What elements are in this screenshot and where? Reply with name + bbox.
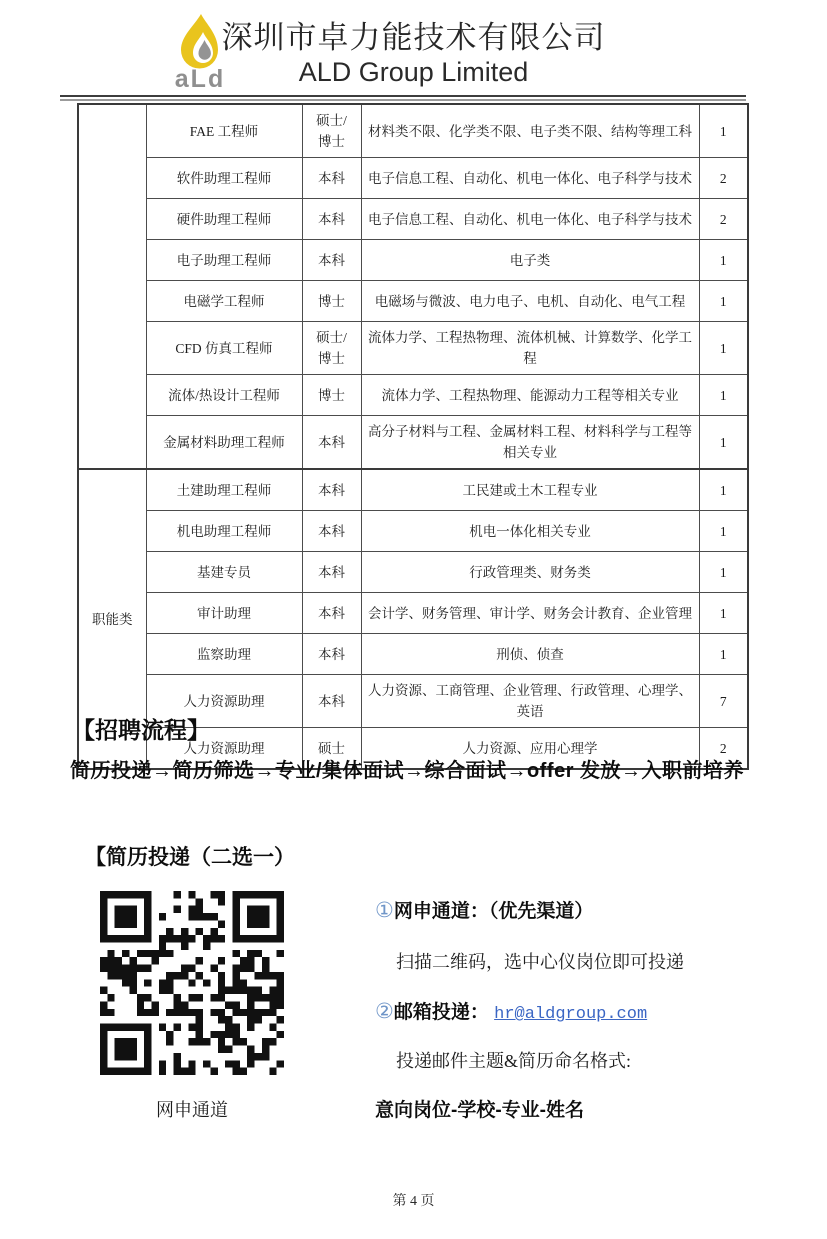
table-row [78, 104, 748, 158]
majors-cell: 工民建或土木工程专业 [361, 469, 699, 511]
qr-caption: 网申通道 [156, 1100, 228, 1120]
table-row [78, 322, 748, 375]
table-row [78, 511, 748, 552]
table-row [78, 158, 748, 199]
channel2-text: 邮箱投递： [393, 1002, 489, 1023]
count-cell: 1 [699, 593, 748, 634]
position-cell: 电磁学工程师 [146, 281, 302, 322]
education-cell: 本科 [302, 469, 361, 511]
majors-cell: 刑侦、侦查 [361, 634, 699, 675]
majors-cell: 行政管理类、财务类 [361, 552, 699, 593]
circled-one-icon: ① [375, 899, 394, 922]
position-cell: FAE 工程师 [146, 104, 302, 158]
education-cell: 本科 [302, 158, 361, 199]
count-cell: 1 [699, 240, 748, 281]
email-format-value: 意向岗位-学校-专业-姓名 [375, 1100, 584, 1121]
education-cell: 本科 [302, 511, 361, 552]
submission-heading: 【简历投递（二选一） [85, 846, 295, 869]
position-cell: 流体/热设计工程师 [146, 375, 302, 416]
count-cell: 1 [699, 322, 748, 375]
education-cell: 本科 [302, 240, 361, 281]
education-cell: 本科 [302, 552, 361, 593]
company-titles [0, 20, 827, 87]
position-cell: 人力资源助理 [146, 675, 302, 728]
education-cell: 本科 [302, 199, 361, 240]
table-row [78, 593, 748, 634]
scan-hint-text: 扫描二维码，选中心仪岗位即可投递 [396, 952, 684, 972]
table-row [78, 281, 748, 322]
qr-code-icon [100, 891, 284, 1075]
channel1-line [375, 896, 593, 923]
table-row [78, 240, 748, 281]
page-number: 第 4 页 [392, 1194, 435, 1209]
channel2-line [375, 997, 647, 1024]
education-cell: 博士 [302, 375, 361, 416]
majors-cell: 高分子材料与工程、金属材料工程、材料科学与工程等相关专业 [361, 416, 699, 470]
logo-text: aLd [174, 65, 226, 92]
category-cell [78, 104, 146, 469]
header-divider [60, 95, 746, 101]
qr-code [100, 891, 284, 1075]
position-cell: 软件助理工程师 [146, 158, 302, 199]
table-row [78, 416, 748, 470]
majors-cell: 机电一体化相关专业 [361, 511, 699, 552]
process-flow-text: 简历投递→简历筛选→专业/集体面试→综合面试→offer 发放→入职前培养 [70, 760, 745, 782]
company-name-cn: 深圳市卓力能技术有限公司 [221, 20, 606, 55]
company-name-en: ALD Group Limited [298, 57, 529, 87]
count-cell: 7 [699, 675, 748, 728]
email-link[interactable]: hr@aldgroup.com [494, 1005, 648, 1024]
education-cell: 本科 [302, 634, 361, 675]
count-cell: 1 [699, 416, 748, 470]
table-row [78, 375, 748, 416]
count-cell: 2 [699, 199, 748, 240]
majors-cell: 人力资源、应用心理学 [361, 728, 699, 770]
count-cell: 1 [699, 375, 748, 416]
circled-two-icon: ② [375, 1000, 394, 1023]
positions-table-body [78, 104, 748, 769]
process-heading: 【招聘流程】 [72, 717, 210, 743]
majors-cell: 流体力学、工程热物理、能源动力工程等相关专业 [361, 375, 699, 416]
majors-cell: 材料类不限、化学类不限、电子类不限、结构等理工科 [361, 104, 699, 158]
majors-cell: 电磁场与微波、电力电子、电机、自动化、电气工程 [361, 281, 699, 322]
position-cell: 机电助理工程师 [146, 511, 302, 552]
education-cell: 硕士 [302, 728, 361, 770]
table-row [78, 199, 748, 240]
count-cell: 1 [699, 552, 748, 593]
channel1-text: 网申通道：（优先渠道） [393, 901, 594, 922]
position-cell: 基建专员 [146, 552, 302, 593]
count-cell: 2 [699, 158, 748, 199]
position-cell: 金属材料助理工程师 [146, 416, 302, 470]
count-cell: 2 [699, 728, 748, 770]
education-cell: 本科 [302, 675, 361, 728]
count-cell: 1 [699, 511, 748, 552]
education-cell: 本科 [302, 416, 361, 470]
majors-cell: 电子信息工程、自动化、机电一体化、电子科学与技术 [361, 158, 699, 199]
position-cell: 人力资源助理 [146, 728, 302, 770]
position-cell: 硬件助理工程师 [146, 199, 302, 240]
majors-cell: 流体力学、工程热物理、流体机械、计算数学、化学工程 [361, 322, 699, 375]
table-row [78, 552, 748, 593]
count-cell: 1 [699, 104, 748, 158]
position-cell: 土建助理工程师 [146, 469, 302, 511]
education-cell: 硕士/ 博士 [302, 104, 361, 158]
education-cell: 本科 [302, 593, 361, 634]
position-cell: 审计助理 [146, 593, 302, 634]
position-cell: 监察助理 [146, 634, 302, 675]
education-cell: 博士 [302, 281, 361, 322]
position-cell: CFD 仿真工程师 [146, 322, 302, 375]
majors-cell: 电子类 [361, 240, 699, 281]
positions-table [77, 103, 749, 770]
count-cell: 1 [699, 634, 748, 675]
email-format-label: 投递邮件主题&简历命名格式: [396, 1051, 632, 1071]
count-cell: 1 [699, 281, 748, 322]
category-cell: 职能类 [78, 469, 146, 769]
majors-cell: 会计学、财务管理、审计学、财务会计教育、企业管理 [361, 593, 699, 634]
majors-cell: 人力资源、工商管理、企业管理、行政管理、心理学、英语 [361, 675, 699, 728]
education-cell: 硕士/ 博士 [302, 322, 361, 375]
majors-cell: 电子信息工程、自动化、机电一体化、电子科学与技术 [361, 199, 699, 240]
table-row [78, 634, 748, 675]
count-cell: 1 [699, 469, 748, 511]
table-row [78, 469, 748, 511]
position-cell: 电子助理工程师 [146, 240, 302, 281]
